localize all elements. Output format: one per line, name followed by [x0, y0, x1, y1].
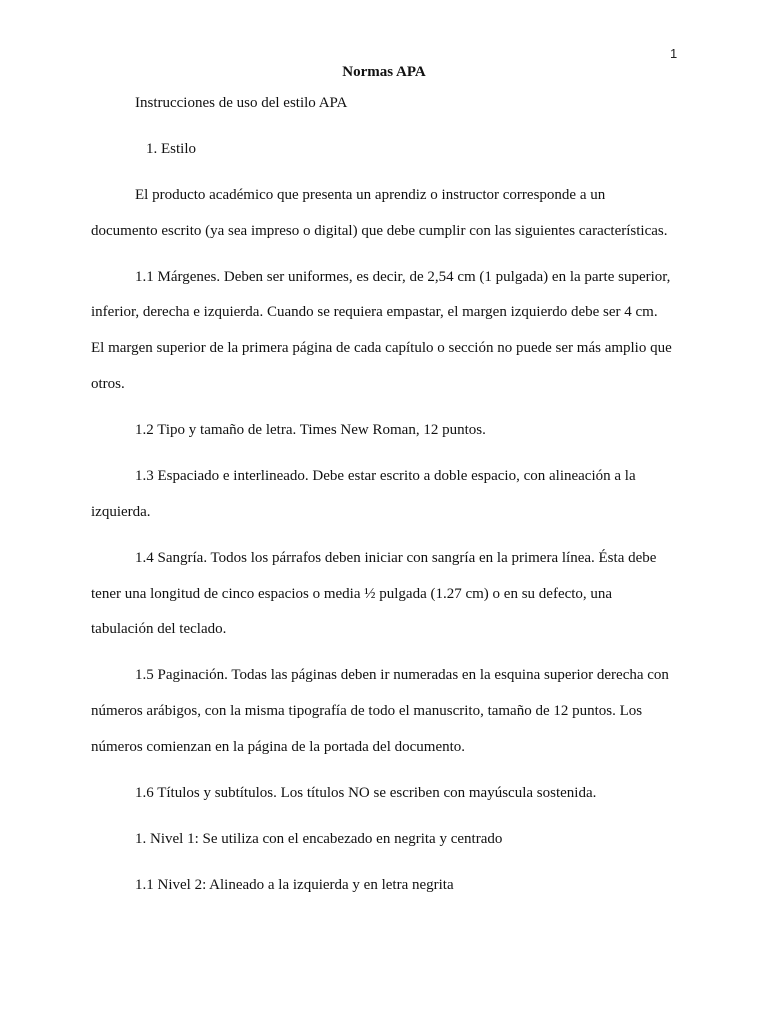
document-title: Normas APA — [342, 64, 426, 80]
paragraph-nivel1-line: 1. Nivel 1: Se utiliza con el encabezado en negrita y centrado — [135, 831, 503, 847]
paragraph-paginacion-line: números comienzan en la página de la portada del documento. — [91, 739, 466, 755]
paragraph-intro-line: El producto académico que presenta un aprendiz o instructor corresponde a un — [135, 187, 606, 203]
paragraph-sangria-line: tabulación del teclado. — [91, 621, 227, 637]
document-subtitle: Instrucciones de uso del estilo APA — [135, 95, 348, 111]
paragraph-margenes-line: otros. — [91, 376, 125, 392]
paragraph-paginacion-line: 1.5 Paginación. Todas las páginas deben ir numeradas en la esquina superior derecha con — [135, 667, 669, 683]
page-number: 1 — [670, 46, 678, 61]
paragraph-sangria-line: 1.4 Sangría. Todos los párrafos deben iniciar con sangría en la primera línea. Ésta debe — [135, 550, 657, 566]
paragraph-titulos-line: 1.6 Títulos y subtítulos. Los títulos NO se escriben con mayúscula sostenida. — [135, 785, 597, 801]
paragraph-margenes-line: inferior, derecha e izquierda. Cuando se requiera empastar, el margen izquierdo debe ser 4 cm. — [91, 304, 658, 320]
paragraph-sangria-line: tener una longitud de cinco espacios o media ½ pulgada (1.27 cm) o en su defecto, una — [91, 586, 613, 602]
paragraph-espaciado-line: 1.3 Espaciado e interlineado. Debe estar escrito a doble espacio, con alineación a la — [135, 468, 636, 484]
paragraph-nivel2-line: 1.1 Nivel 2: Alineado a la izquierda y en letra negrita — [135, 877, 454, 893]
section-heading: 1. Estilo — [146, 141, 197, 157]
paragraph-tipo-line: 1.2 Tipo y tamaño de letra. Times New Roman, 12 puntos. — [135, 422, 486, 438]
paragraph-paginacion-line: números arábigos, con la misma tipografía de todo el manuscrito, tamaño de 12 puntos. Los — [91, 703, 643, 719]
paragraph-intro-line: documento escrito (ya sea impreso o digital) que debe cumplir con las siguientes características. — [91, 223, 668, 239]
paragraph-espaciado-line: izquierda. — [91, 504, 151, 520]
paragraph-margenes-line: 1.1 Márgenes. Deben ser uniformes, es decir, de 2,54 cm (1 pulgada) en la parte superior, — [135, 269, 671, 285]
paragraph-margenes-line: El margen superior de la primera página de cada capítulo o sección no puede ser más amplio que — [91, 340, 672, 356]
